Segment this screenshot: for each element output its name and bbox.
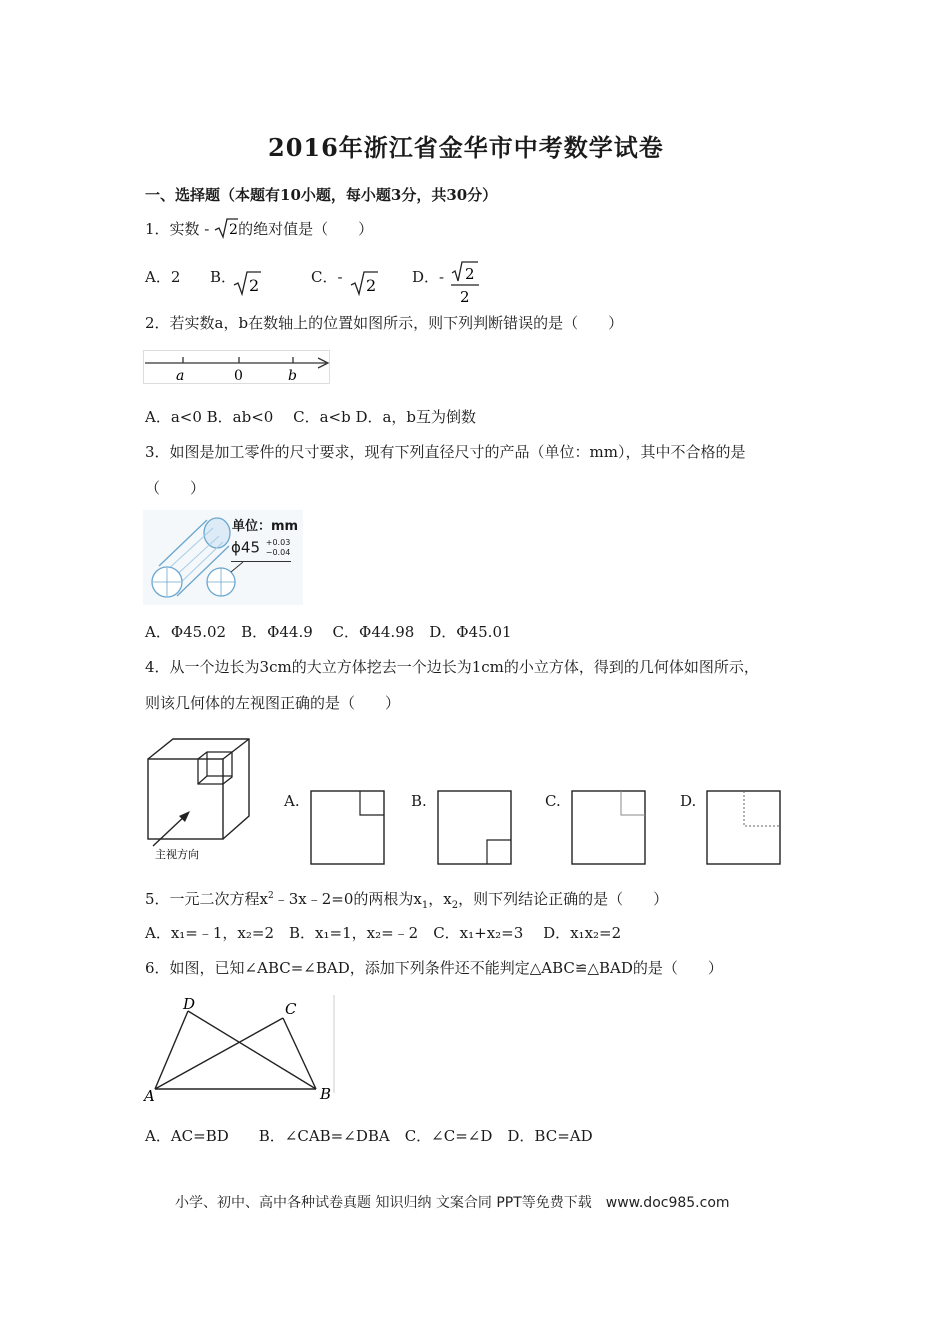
q6-options: A．AC=BD B．∠CAB=∠DBA C．∠C=∠D D．BC=AD — [145, 1127, 593, 1145]
page-title: 2016年浙江省金华市中考数学试卷 — [268, 133, 664, 162]
q4-option-c-label: C. — [545, 792, 561, 810]
sqrt-symbol — [349, 268, 379, 296]
q4-option-b-figure — [437, 790, 513, 866]
q1-option-b-label: B． — [210, 268, 237, 286]
q5-subscript-2: 2 — [451, 900, 459, 911]
q1-option-c-radicand: 2 — [366, 276, 377, 295]
q1-option-c — [311, 266, 377, 295]
q4-option-b-label: B. — [411, 792, 427, 810]
q1-option-d-radicand: 2 — [465, 265, 475, 283]
q5-subscript-1: 1 — [421, 900, 429, 911]
q4-option-d-label: D. — [680, 792, 697, 810]
dimension-main: ϕ45 — [231, 538, 260, 557]
axis-label-b: b — [288, 368, 297, 384]
q5-text-1: 5．一元二次方程x — [145, 890, 269, 908]
triangle-figure — [143, 993, 338, 1103]
q1-option-c-label: C．- — [311, 268, 343, 286]
q1-option-d — [412, 265, 475, 306]
vertex-label-c: C — [285, 1000, 297, 1018]
tolerance-upper: +0.03 — [265, 538, 291, 547]
footer-text: 小学、初中、高中各种试卷真题 知识归纳 文案合同 PPT等免费下载 www.doc985.com — [175, 1195, 730, 1211]
question-2: 2．若实数a，b在数轴上的位置如图所示，则下列判断错误的是（ ） — [145, 314, 624, 332]
q1-text-post: 的绝对值是（ ） — [238, 220, 374, 238]
question-6: 6．如图，已知∠ABC=∠BAD，添加下列条件还不能判定△ABC≌△BAD的是（ ） — [145, 959, 723, 977]
question-3-line1: 3．如图是加工零件的尺寸要求，现有下列直径尺寸的产品（单位：mm），其中不合格的是 — [145, 443, 746, 461]
q5-text-4: ，则下列结论正确的是（ ） — [458, 890, 669, 908]
q1-option-d-label: D．- — [412, 268, 445, 286]
dimension-annotation — [231, 538, 290, 558]
axis-label-a: a — [176, 368, 185, 384]
number-line-figure — [143, 350, 333, 386]
dimension-unit-label: 单位：mm — [232, 519, 299, 534]
q5-text-2: ﹣3x﹣2=0的两根为x — [273, 890, 422, 908]
question-3-line2: （ ） — [145, 479, 206, 497]
vertex-label-b: B — [320, 1085, 332, 1103]
q1-option-d-denominator: 2 — [460, 288, 470, 306]
question-4-line2: 则该几何体的左视图正确的是（ ） — [145, 694, 401, 712]
q1-option-b-radicand: 2 — [249, 276, 260, 295]
vertex-label-a: A — [144, 1087, 155, 1103]
q5-options: A．x₁=﹣1，x₂=2 B．x₁=1，x₂=﹣2 C．x₁+x₂=3 D．x₁x₂=2 — [145, 924, 622, 942]
q3-options: A．Φ45.02 B．Φ44.9 C．Φ44.98 D．Φ45.01 — [145, 623, 512, 641]
sqrt-symbol — [232, 268, 262, 296]
q4-option-a-figure — [310, 790, 386, 866]
axis-label-0: 0 — [234, 368, 243, 384]
question-4-line1: 4．从一个边长为3cm的大立方体挖去一个边长为1cm的小立方体，得到的几何体如图所示， — [145, 658, 759, 676]
q1-radicand: 2 — [229, 222, 239, 238]
q5-superscript: 2 — [268, 891, 274, 901]
sqrt-symbol — [214, 217, 238, 239]
q1-option-b — [210, 266, 260, 295]
question-5 — [145, 888, 668, 911]
fraction-sqrt2-over-2 — [450, 261, 482, 307]
q4-option-c-figure — [571, 790, 647, 866]
q5-text-3: ，x — [428, 890, 452, 908]
dimension-underline — [231, 561, 291, 562]
vertex-label-d: D — [183, 995, 196, 1013]
q1-text-pre: 1．实数 - — [145, 220, 215, 238]
q1-option-a: A．2 — [145, 268, 181, 286]
tolerance-lower: −0.04 — [265, 548, 291, 557]
section-heading: 一、选择题（本题有10小题，每小题3分，共30分） — [145, 186, 498, 204]
question-1 — [145, 217, 373, 239]
q4-option-d-figure — [706, 790, 782, 866]
cube-caption: 主视方向 — [155, 848, 199, 861]
cube-figure — [143, 734, 255, 862]
q4-option-a-label: A. — [284, 792, 300, 810]
q2-options: A．a<0 B．ab<0 C．a<b D．a，b互为倒数 — [145, 408, 477, 426]
